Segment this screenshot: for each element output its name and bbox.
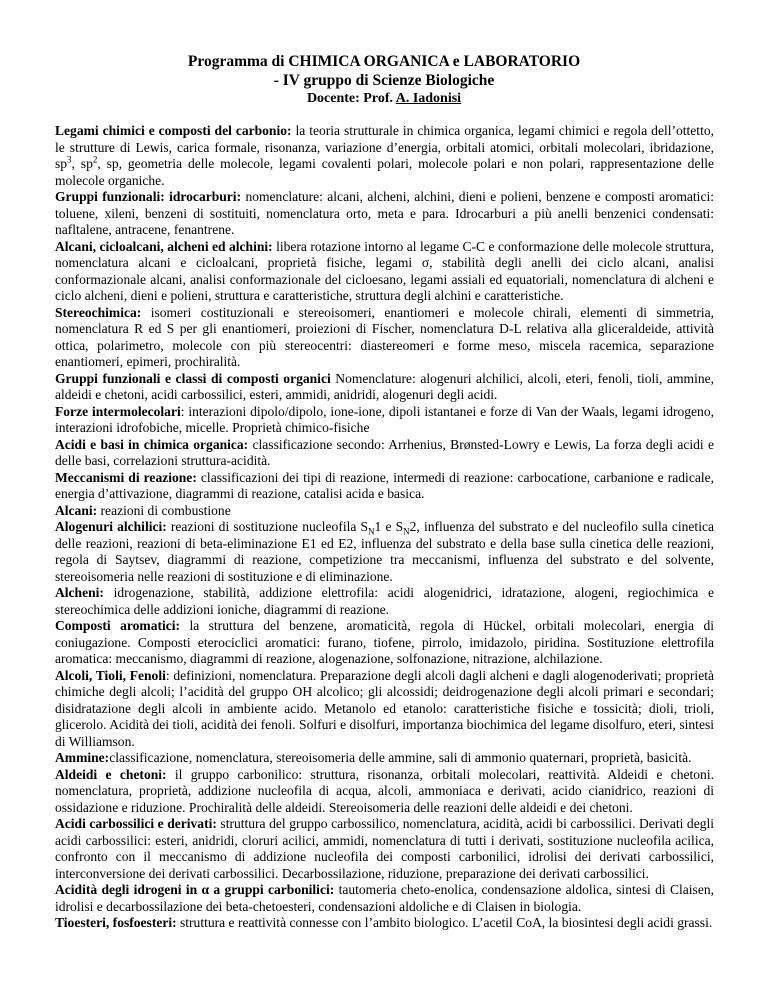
section-aldeidi xyxy=(55,767,714,817)
section-text: : interazioni dipolo/dipolo, ione-ione, dipoli istantanei e forze di Van der Waals, legami idrogeno, interazioni idrofobiche, micelle. Proprietà chimico-fisiche xyxy=(55,403,714,435)
section-heading: Gruppi funzionali: idrocarburi: xyxy=(55,189,242,204)
section-tioesteri xyxy=(55,915,714,932)
section-text: 1 e S xyxy=(374,519,404,534)
section-heading: Aldeidi e chetoni: xyxy=(55,766,167,782)
section-heading: Alcoli, Tioli, Fenoli xyxy=(55,667,166,683)
section-text: 2, influenza del substrato e del nucleofilo sulla cinetica delle reazioni, reazioni di beta-eliminazione E1 ed E2, influenza del substrato e della base sulla cinetica delle reazioni, regola di Saytsev, diagrammi di reazione, competizione tra meccanismi, influenza del substrato e del solvente, stereoisomeria nelle reazioni di sostituzione e di eliminazione. xyxy=(55,519,714,584)
section-alogenuri xyxy=(55,519,714,585)
section-heading: Alogenuri alchilici: xyxy=(55,519,167,534)
section-heading: Gruppi funzionali e classi di composti organici xyxy=(55,370,331,386)
subscript: N xyxy=(403,526,410,537)
section-stereochimica xyxy=(55,305,714,371)
section-heading: Alcheni: xyxy=(55,585,104,600)
teacher-line xyxy=(0,90,768,108)
document-title: Programma di CHIMICA ORGANICA e LABORATORIO xyxy=(187,53,581,70)
section-aromatici xyxy=(55,618,714,668)
section-heading: Alcani: xyxy=(55,502,98,518)
section-heading: Forze intermolecolari xyxy=(55,403,181,419)
section-heading: Ammine: xyxy=(55,750,110,765)
section-text: tautomeria cheto-enolica, condensazione aldolica, sintesi di Claisen, idrolisi e decarbossilazione dei beta-chetoesteri, condensazioni aldoliche e di Claisen in biologia. xyxy=(55,882,714,914)
section-text: nomenclature: alcani, alcheni, alchini, dieni e polieni, benzene e composti aromatici: toluene, xileni, benzeni di sostituiti, nomenclatura orto, meta e para. Idrocarburi a più anelli benzenici condensati: nafltalene, antracene, fenantrene. xyxy=(55,189,714,237)
section-text: struttura del gruppo carbossilico, nomenclatura, acidità, acidi bi carbossilici. Derivati degli acidi carbossilici: esteri, anidridi, cloruri acilici, ammidi, nomenclatura di tutti i derivati, sostituzione nucleofila acilica, confronto con il meccanismo di addizione nucleofila dei composti carbonilici, idrolisi dei derivati carbossilici, interconversione dei derivati carbossilici. Decarbossilazione, riduzione, preparazione dei derivati carbossilici. xyxy=(55,816,715,881)
section-heading: Acidità degli idrogeni in α a gruppi carbonilici: xyxy=(55,882,335,897)
section-text: Nomenclature: alogenuri alchilici, alcoli, eteri, fenoli, tioli, ammine, aldeidi e chetoni, acidi carbossilici, esteri, ammidi, anidridi, alogenuri degli acidi. xyxy=(55,370,715,402)
section-text: , sp, geometria delle molecole, legami covalenti polari, molecole polari e non polari, rappresentazione delle molecole organiche. xyxy=(55,156,714,188)
section-gruppi-funzionali xyxy=(55,371,714,404)
subscript: N xyxy=(368,526,375,537)
section-text: classificazione, nomenclatura, stereoisomeria delle ammine, sali di ammonio quaternari, proprietà, basicità. xyxy=(109,750,692,765)
section-text: la struttura del benzene, aromaticità, regola di Hückel, orbitali molecolari, energia di coniugazione. Composti eterociclici aromatici: furano, tiofene, pirrolo, imidazolo, piridina. Sostituzione elettrofila aromatica: meccanismo, diagrammi di reazione, alogenazione, solfonazione, nitrazione, alchilazione. xyxy=(55,618,714,666)
section-acidi-basi xyxy=(55,437,714,470)
section-alcani xyxy=(55,239,714,305)
section-text: isomeri costituzionali e stereoisomeri, enantiomeri e molecole chirali, elementi di simmetria, nomenclatura R ed S per gli enantiomeri, proiezioni di Fischer, nomenclatura D-L relativa alla gliceraldeide, attività ottica, polarimetro, molecole con più stereocentri: diastereomeri e forme meso, miscela racemica, separazione enantiomeri, epimeri, prochiralità. xyxy=(55,304,714,369)
section-acidita-idrogeni xyxy=(55,882,714,915)
teacher-name: A. Iadonisi xyxy=(395,91,462,106)
section-heading: Stereochimica: xyxy=(55,304,142,320)
section-heading: Tioesteri, fosfoesteri: xyxy=(55,915,177,930)
section-ammine xyxy=(55,750,714,767)
section-heading: Meccanismi di reazione: xyxy=(55,469,197,485)
section-acidi-carbossilici xyxy=(55,816,714,882)
section-alcani-combustione xyxy=(55,503,714,520)
section-text: idrogenazione, stabilità, addizione elettrofila: acidi alogenidrici, idratazione, alogeni, regiochimica e stereochimica delle addizioni ioniche, diagrammi di reazione. xyxy=(55,585,714,617)
section-text: reazioni di sostituzione nucleofila S xyxy=(166,519,369,534)
section-text: reazioni di combustione xyxy=(97,502,231,518)
section-text: , sp xyxy=(71,156,93,171)
section-heading: Acidi carbossilici e derivati: xyxy=(55,816,217,831)
section-text: il gruppo carbonilico: struttura, risonanza, orbitali molecolari, reattività. Aldeidi e chetoni. nomenclatura, proprietà, addizione nucleofila di acqua, alcoli, ammoniaca e derivati, acido cianidrico, reazioni di ossidazione e riduzione. Prochiralità delle aldeidi. Stereoisomeria delle reazioni delle aldeidi e dei chetoni. xyxy=(55,766,714,815)
superscript: 3 xyxy=(67,154,72,165)
document-header xyxy=(0,52,768,108)
section-meccanismi xyxy=(55,470,714,503)
section-text: : definizioni, nomenclatura. Preparazione degli alcoli dagli alcheni e dagli alogenoderivati; proprietà chimiche degli alcoli; l’acidità del gruppo OH alcolico; gli alcossidi; deidrogenazione degli alcoli primari e secondari; disidratazione degli alcoli in ambiente acido. Metanolo ed etanolo: caratteristiche fisiche e tossicità; dioli, trioli, glicerolo. Acidità dei tioli, acidità dei fenoli. Solfuri e disolfuri, importanza biochimica del legame disolfuro, eteri, sintesi di Williamson. xyxy=(55,667,714,749)
section-alcoli xyxy=(55,668,714,751)
section-text: classificazione secondo: Arrhenius, Brønsted-Lowry e Lewis, La forza degli acidi e delle basi, correlazioni struttura-acidità. xyxy=(55,436,714,468)
section-text: classificazioni dei tipi di reazione, intermedi di reazione: carbocatione, carbanione e radicale, energia d’attivazione, diagrammi di reazione, catalisi acida e basica. xyxy=(55,469,715,501)
document-subtitle: - IV gruppo di Scienze Biologiche xyxy=(273,72,495,89)
superscript: 2 xyxy=(92,154,98,165)
section-legami xyxy=(55,123,714,189)
section-text: la teoria strutturale in chimica organica, legami chimici e regola dell’ottetto, le strutture di Lewis, carica formale, risonanza, variazione d’energia, orbitali atomici, orbitali molecolari, ibridazione, sp xyxy=(55,123,714,171)
section-heading: Alcani, cicloalcani, alcheni ed alchini: xyxy=(55,238,273,254)
section-alcheni xyxy=(55,585,714,618)
section-text: struttura e reattività connesse con l’ambito biologico. L’acetil CoA, la biosintesi degli acidi grassi. xyxy=(176,915,713,930)
section-heading: Composti aromatici: xyxy=(55,618,181,633)
section-forze xyxy=(55,404,714,437)
section-idrocarburi xyxy=(55,189,714,239)
section-heading: Acidi e basi in chimica organica: xyxy=(55,436,249,452)
section-text: libera rotazione intorno al legame C-C e conformazione delle molecole struttura, nomenclatura alcani e cicloalcani, proprietà fisiche, legami σ, stabilità degli anelli dei ciclo alcani, analisi conformazionale alcani, analisi conformazionale del cicloesano, legami assiali ed equatoriali, nomenclatura di alcheni e ciclo alcheni, dieni e polieni, struttura e caratteristiche, struttura degli alchini e caratteristiche. xyxy=(55,238,714,303)
program-body xyxy=(55,123,714,932)
teacher-label: Docente: Prof. xyxy=(306,91,396,106)
section-heading: Legami chimici e composti del carbonio: xyxy=(55,123,292,138)
